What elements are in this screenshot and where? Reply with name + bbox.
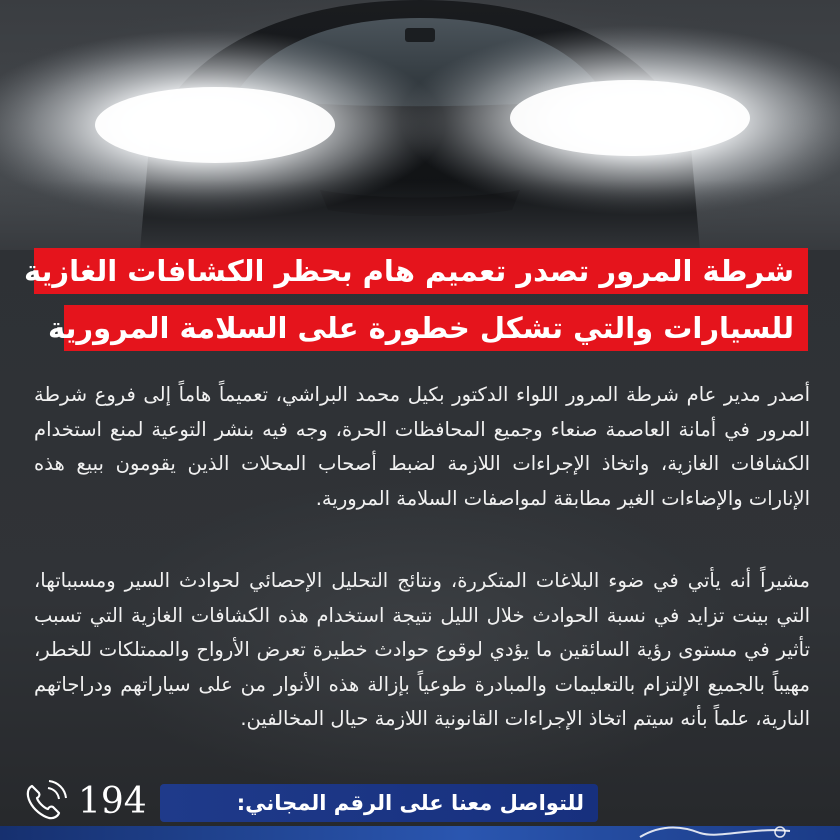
phone-icon [18, 776, 70, 824]
footer-logo [630, 823, 800, 840]
contact-label: للتواصل معنا على الرقم المجاني: [236, 791, 584, 815]
car-headlights-photo [0, 0, 840, 250]
article-paragraph-1: أصدر مدير عام شرطة المرور اللواء الدكتور بكيل محمد البراشي، تعميماً هاماً إلى فروع شرطة المرور في أمانة العاصمة صنعاء وجميع المحافظات الحرة، وجه فيه بنشر التوعية لمنع استخدام الكشافات الغازية، واتخاذ الإجراءات اللازمة لضبط أصحاب المحلات الذين يقومون ببيع هذه الإنارات والإضاءات الغير مطابقة لمواصفات السلامة المرورية. [34, 383, 810, 510]
hotline-number: 194 [78, 781, 147, 822]
headline-line-2: للسيارات والتي تشكل خطورة على السلامة المرورية [64, 305, 808, 351]
article-paragraph-2: مشيراً أنه يأتي في ضوء البلاغات المتكررة، ونتائج التحليل الإحصائي لحوادث السير ومسبباتها، التي بينت تزايد في نسبة الحوادث خلال الليل نتيجة استخدام هذه الكشافات الغازية التي تسبب تأثير في مستوى رؤية السائقين ما يؤدي لوقوع حوادث خطيرة تعرض الأرواح والممتلكات للخطر، مهيباً بالجميع الإلتزام بالتعليمات والمبادرة طوعياً بإزالة هذه الأنوار من على سياراتهم ودراجاتهم النارية، علماً بأنه سيتم اتخاذ الإجراءات القانونية اللازمة حيال المخالفين. [34, 569, 810, 730]
hero-photo [0, 0, 840, 250]
headline-line-1: شرطة المرور تصدر تعميم هام بحظر الكشافات الغازية [34, 248, 808, 294]
contact-banner [160, 784, 598, 822]
